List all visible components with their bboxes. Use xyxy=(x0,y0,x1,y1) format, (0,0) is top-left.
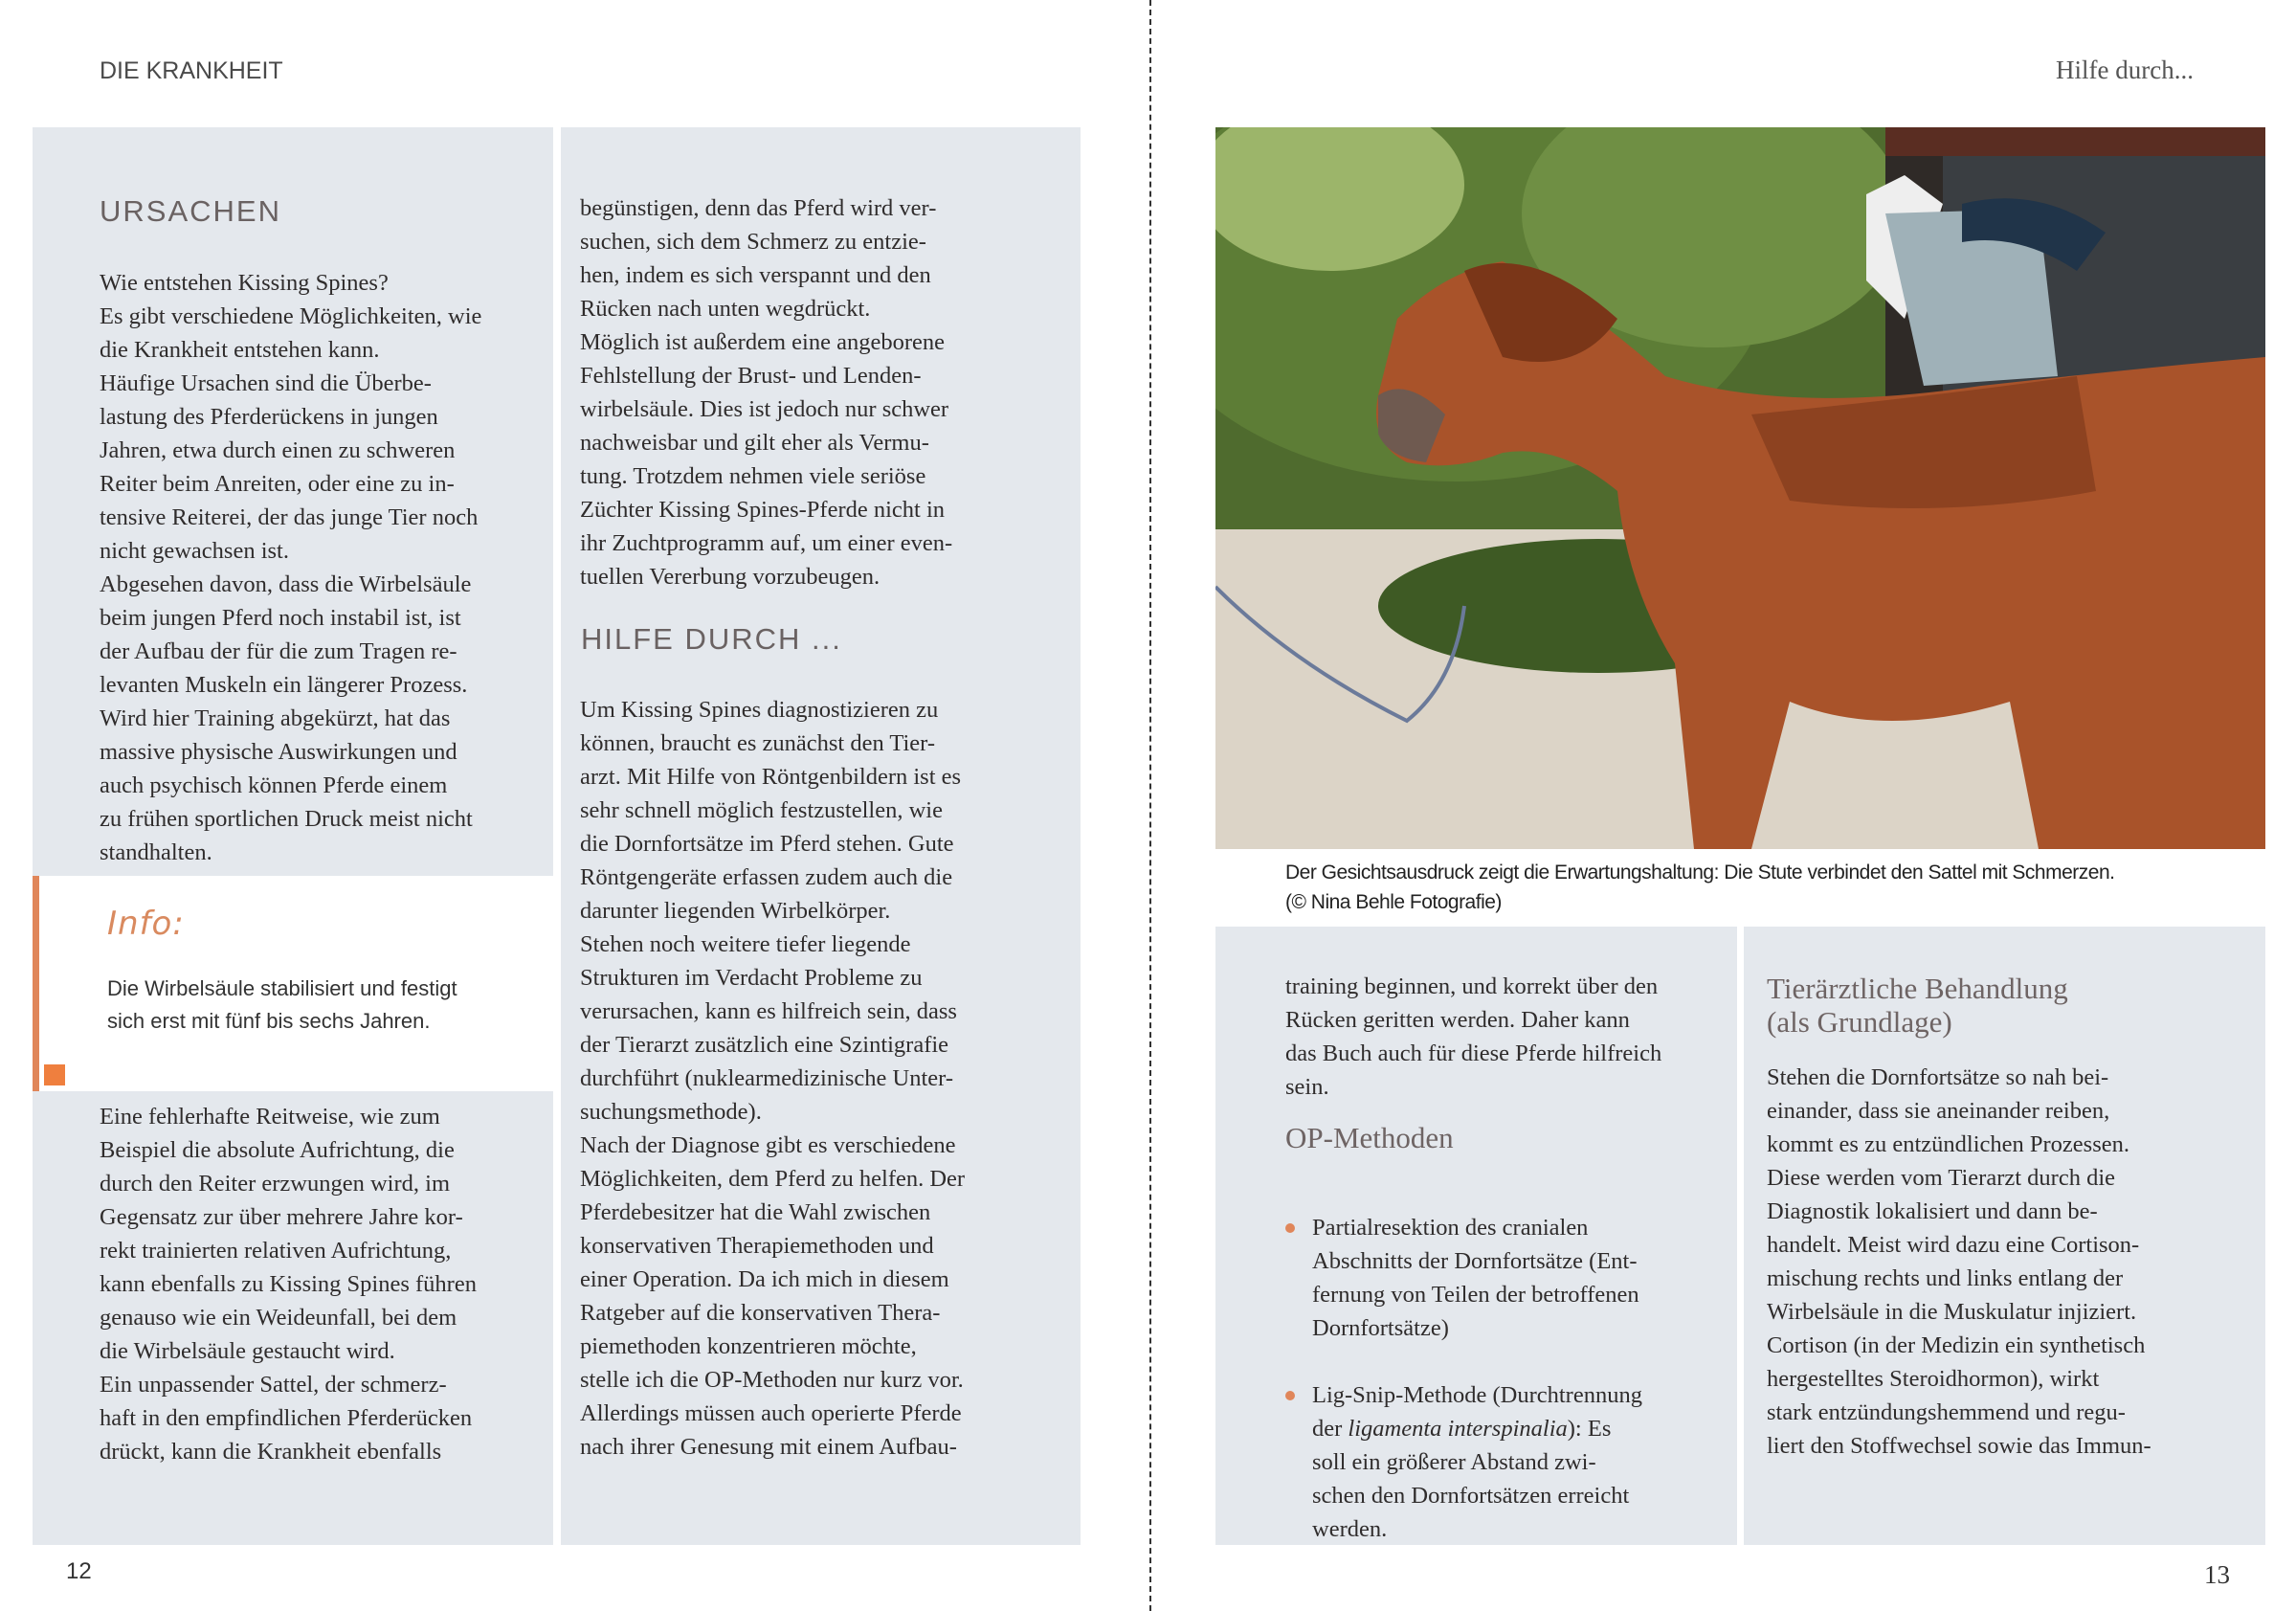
heading-hilfe-durch: HILFE DURCH ... xyxy=(581,622,842,656)
page-divider xyxy=(1149,0,1151,1611)
column-3-text: training beginnen, und korrekt über den Rücken geritten werden. Daher kann das Buch auch für diese Pferde hilfreich sein. xyxy=(1285,973,1662,1100)
running-head-right: Hilfe durch... xyxy=(2056,56,2194,84)
photo-caption-line-1: Der Gesichtsausdruck zeigt die Erwartungshaltung: Die Stute verbindet den Sattel mit Schmerzen. xyxy=(1285,861,2115,884)
horse-photo-illustration xyxy=(1215,127,2265,849)
heading-tieraerztliche-behandlung: Tierärztliche Behandlung (als Grundlage) xyxy=(1767,972,2068,1039)
list-item-text-post: ): Es soll ein größerer Abstand zwi- schen den Dornfortsätzen erreicht werden. xyxy=(1312,1416,1630,1542)
ursachen-text: Wie entstehen Kissing Spines? Es gibt verschiedene Möglichkeiten, wie die Krankheit entstehen kann. Häufige Ursachen sind die Überbe- lastung des Pferderückens in jungen Jahren, etwa durch einen zu schweren Reiter beim Anreiten, oder eine zu in- tensive Reiterei, der das junge Tier noch nicht gewachsen ist. Abgesehen davon, dass die Wirbelsäule beim jungen Pferd noch instabil ist, ist der Aufbau der für die zum Tragen re- levanten Muskeln ein längerer Prozess. Wird hier Training abgekürzt, hat das massive physische Auswirkungen und auch psychisch können Pferde einem zu frühen sportlichen Druck meist nicht standhalten. xyxy=(100,270,482,865)
page-number-left: 12 xyxy=(66,1558,92,1584)
heading-op-methoden: OP-Methoden xyxy=(1285,1121,1454,1154)
bullet-icon xyxy=(1285,1223,1295,1233)
column-2-top-text: begünstigen, denn das Pferd wird ver- suchen, sich dem Schmerz zu entzie- hen, indem es sich verspannt und den Rücken nach unten wegdrückt. Möglich ist außerdem eine angeborene Fehlstellung der Brust- und Lenden- wirbelsäule. Dies ist jedoch nur schwer nachweisbar und gilt eher als Vermu- tung. Trotzdem nehmen viele seriöse Züchter Kissing Spines-Pferde nicht in ihr Zuchtprogramm auf, um einer even- tuellen Vererbung vorzubeugen. xyxy=(580,195,953,590)
page-number-right: 13 xyxy=(2204,1560,2230,1589)
column-4-text: Stehen die Dornfortsätze so nah bei- einander, dass sie aneinander reiben, kommt es zu entzündlichen Prozessen. Diese werden vom Tierarzt durch die Diagnostik lokalisiert und dann be- handelt. Meist wird dazu eine Cortison- mischung rechts und links entlang der Wirbelsäule in die Muskulatur injiziert. Cortison (in der Medizin ein synthetisch hergestelltes Steroidhormon), wirkt stark entzündungshemmend und regu- liert den Stoffwechsel sowie das Immun- xyxy=(1767,1064,2151,1459)
list-item-text-italic: ligamenta interspinalia xyxy=(1348,1416,1568,1442)
bullet-icon xyxy=(1285,1391,1295,1400)
info-accent-bar xyxy=(33,876,39,1091)
op-methods-list xyxy=(1285,1177,1726,1579)
info-title: Info: xyxy=(107,905,185,943)
info-square-marker xyxy=(44,1064,65,1085)
photo-caption-line-2: (© Nina Behle Fotografie) xyxy=(1285,891,1502,913)
horse-photo xyxy=(1215,127,2265,849)
column-1-bottom-text: Eine fehlerhafte Reitweise, wie zum Beispiel die absolute Aufrichtung, die durch den Reiter erzwungen wird, im Gegensatz zur über mehrere Jahre kor- rekt trainierten relativen Aufrichtung, kann ebenfalls zu Kissing Spines führen genauso wie ein Weideunfall, bei dem die Wirbelsäule gestaucht wird. Ein unpassender Sattel, der schmerz- haft in den empfindlichen Pferderücken drückt, kann die Krankheit ebenfalls xyxy=(100,1104,477,1465)
info-text: Die Wirbelsäule stabilisiert und festigt sich erst mit fünf bis sechs Jahren. xyxy=(107,976,457,1033)
column-2-bottom-text: Um Kissing Spines diagnostizieren zu können, braucht es zunächst den Tier- arzt. Mit Hilfe von Röntgenbildern ist es sehr schnell möglich festzustellen, wie die Dornfortsätze im Pferd stehen. Gute Röntgengeräte erfassen zudem auch die darunter liegenden Wirbelkörper. Stehen noch weitere tiefer liegende Strukturen im Verdacht Probleme zu verursachen, kann es hilfreich sein, dass der Tierarzt zusätzlich eine Szintigrafie durchführt (nuklearmedizinische Unter- suchungsmethode). Nach der Diagnose gibt es verschiedene Möglichkeiten, dem Pferd zu helfen. Der Pferdebesitzer hat die Wahl zwischen konservativen Therapiemethoden und einer Operation. Da ich mich in diesem Ratgeber auf die konservativen Thera- piemethoden konzentrieren möchte, stelle ich die OP-Methoden nur kurz vor. Allerdings müssen auch operierte Pferde nach ihrer Genesung mit einem Aufbau- xyxy=(580,697,966,1460)
list-item xyxy=(1285,1378,1726,1546)
list-item xyxy=(1285,1211,1726,1345)
running-head-left: DIE KRANKHEIT xyxy=(100,57,283,84)
list-item-text-pre: Lig-Snip-Methode (Durchtrennung der xyxy=(1312,1382,1642,1442)
heading-ursachen: URSACHEN xyxy=(100,194,281,228)
list-item-text: Partialresektion des cranialen Abschnitts der Dornfortsätze (Ent- fernung von Teilen der betroffenen Dornfortsätze) xyxy=(1312,1215,1639,1341)
